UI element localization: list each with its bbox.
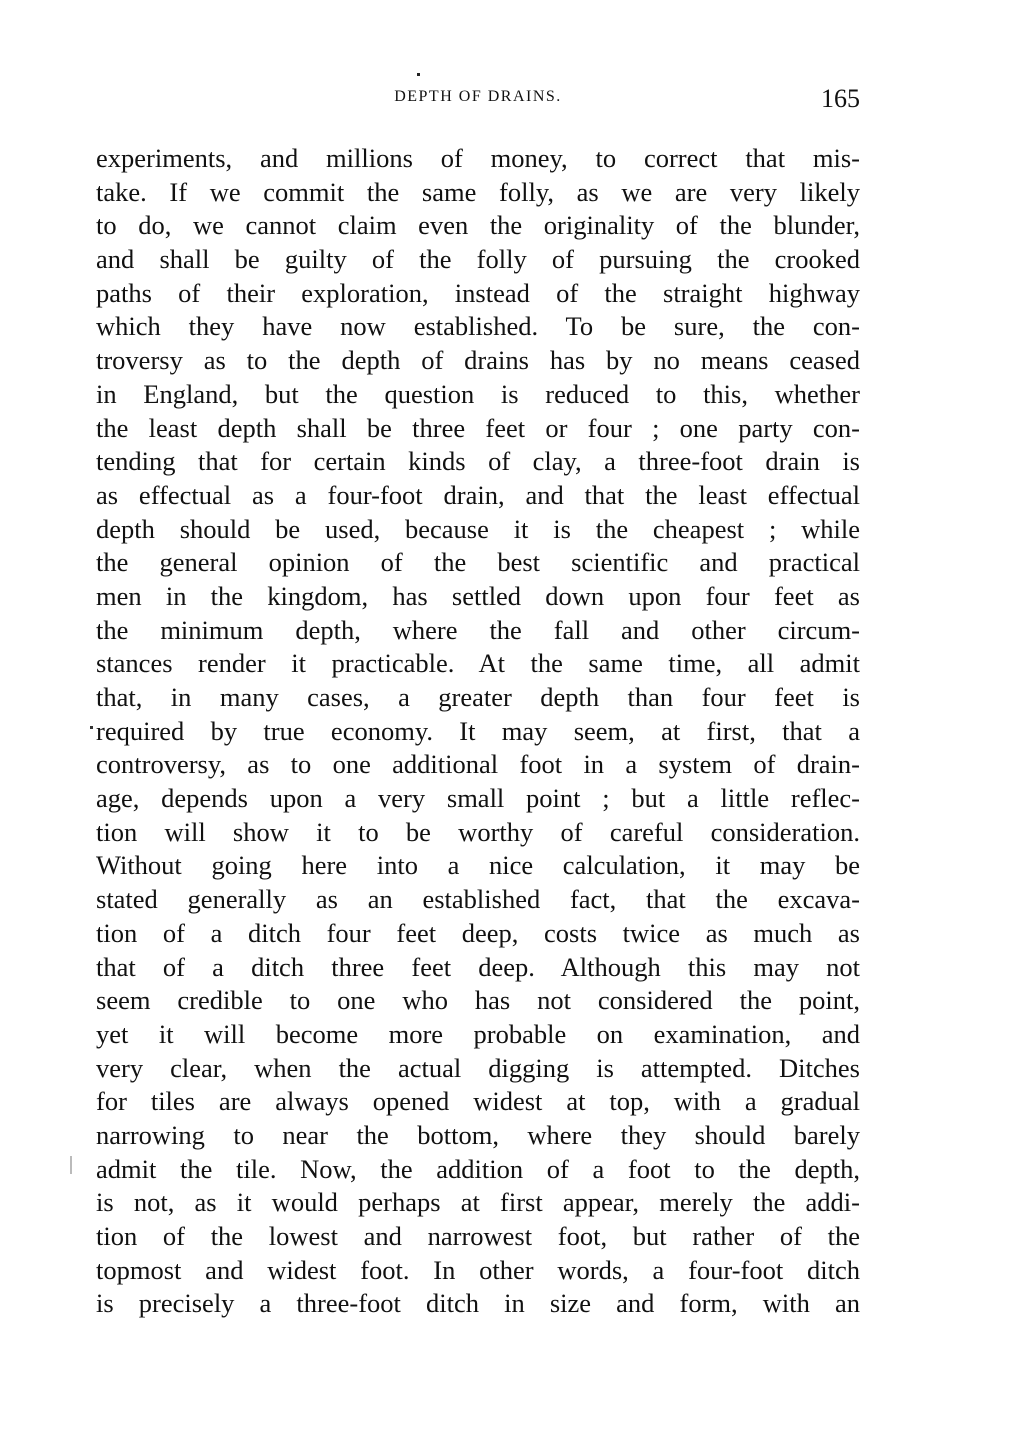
text-line: and shall be guilty of the folly of pursuing the crooked [96, 244, 860, 275]
text-line: which they have now established. To be sure, the con- [96, 311, 860, 342]
text-line: tending that for certain kinds of clay, a three-foot drain is [96, 446, 860, 477]
text-line: Without going here into a nice calculation, it may be [96, 850, 860, 881]
text-line: the minimum depth, where the fall and other circum- [96, 614, 860, 645]
page-number: 165 [821, 84, 860, 113]
text-line: stated generally as an established fact, that the excava- [96, 884, 860, 915]
text-line: narrowing to near the bottom, where they should barely [96, 1119, 860, 1150]
margin-mark [90, 726, 93, 729]
text-line: as effectual as a four-foot drain, and that the least effectual [96, 479, 860, 510]
text-line: to do, we cannot claim even the originality of the blunder, [96, 210, 860, 241]
text-line: admit the tile. Now, the addition of a foot to the depth, [96, 1153, 860, 1184]
text-line: that, in many cases, a greater depth than four feet is [96, 682, 860, 712]
text-line: troversy as to the depth of drains has by no means ceased [96, 345, 860, 376]
text-line: seem credible to one who has not considered the point, [96, 985, 860, 1016]
text-line: is precisely a three-foot ditch in size and form, with an [96, 1288, 860, 1319]
text-line: required by true economy. It may seem, at first, that a [96, 715, 860, 746]
text-line: men in the kingdom, has settled down upon four feet as [96, 580, 860, 611]
text-line: is not, as it would perhaps at first appear, merely the addi- [96, 1187, 860, 1218]
text-line: depth should be used, because it is the cheapest ; while [96, 513, 860, 544]
running-title: DEPTH OF DRAINS. [394, 88, 562, 105]
text-line: topmost and widest foot. In other words, a four-foot ditch [96, 1254, 860, 1285]
page-header [96, 84, 860, 114]
text-line: paths of their exploration, instead of the straight highway [96, 277, 860, 308]
text-line: that of a ditch three feet deep. Although this may not [96, 951, 860, 982]
text-line: stances render it practicable. At the same time, all admit [96, 648, 860, 679]
text-line: experiments, and millions of money, to correct that mis- [96, 143, 860, 173]
text-line: take. If we commit the same folly, as we are very likely [96, 176, 860, 207]
text-line: yet it will become more probable on examination, and [96, 1018, 860, 1049]
body-text [96, 142, 860, 1321]
text-line: tion of the lowest and narrowest foot, but rather of the [96, 1221, 860, 1251]
text-line: age, depends upon a very small point ; but a little reflec- [96, 783, 860, 814]
text-line: tion will show it to be worthy of careful consideration. [96, 816, 860, 847]
print-mark [417, 73, 420, 76]
text-line: for tiles are always opened widest at top, with a gradual [96, 1086, 860, 1117]
text-line: the least depth shall be three feet or four ; one party con- [96, 412, 860, 443]
text-line: in England, but the question is reduced to this, whether [96, 378, 860, 409]
margin-mark [70, 1156, 72, 1174]
text-line: controversy, as to one additional foot in a system of drain- [96, 749, 860, 780]
text-line: the general opinion of the best scientific and practical [96, 547, 860, 578]
text-line: tion of a ditch four feet deep, costs twice as much as [96, 917, 860, 948]
text-line: very clear, when the actual digging is attempted. Ditches [96, 1052, 860, 1083]
